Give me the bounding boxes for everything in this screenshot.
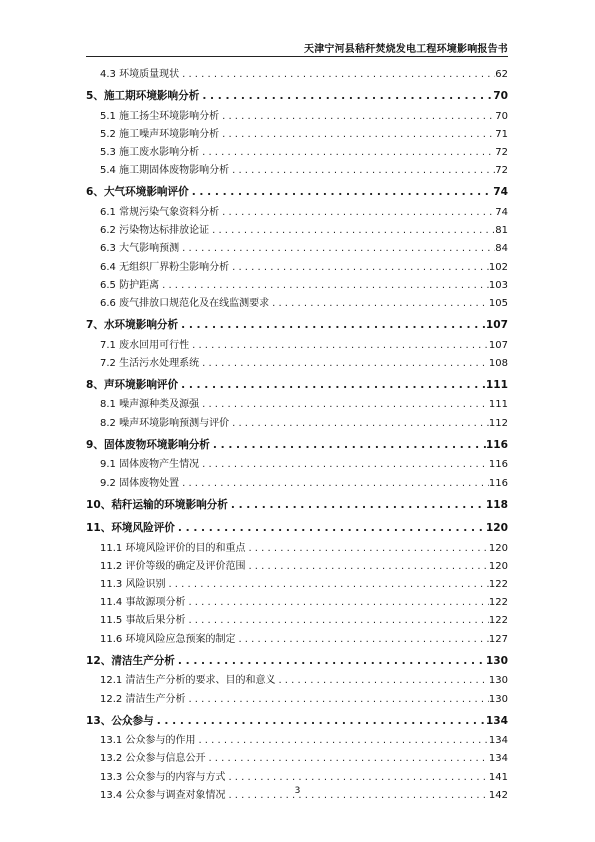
toc-entry-page: 111	[485, 378, 508, 391]
toc-entry-label: 6.5 防护距离	[100, 279, 160, 291]
toc-entry-page: 102	[488, 261, 508, 273]
dot-leader	[245, 540, 488, 558]
toc-section-entry[interactable]	[86, 337, 508, 355]
toc-entry-label: 8、声环境影响评价	[86, 378, 179, 391]
toc-entry-page: 111	[488, 399, 508, 411]
toc-entry-page: 122	[488, 579, 508, 591]
dot-leader	[275, 672, 488, 690]
dot-leader	[235, 631, 488, 649]
dot-leader	[179, 66, 495, 84]
toc-section-entry[interactable]	[86, 456, 508, 474]
toc-entry-label: 11.2 评价等级的确定及评价范围	[100, 560, 246, 572]
dot-leader	[185, 594, 488, 612]
toc-entry-page: 130	[488, 693, 508, 705]
toc-entry-label: 6.6 废气排放口规范化及在线监测要求	[100, 297, 270, 309]
toc-entry-label: 11.4 事故源项分析	[100, 597, 186, 609]
dot-leader	[175, 518, 486, 540]
toc-entry-label: 12.2 清洁生产分析	[100, 693, 186, 705]
toc-section-entry[interactable]	[86, 204, 508, 222]
toc-entry-page: 108	[488, 357, 508, 369]
dot-leader	[185, 612, 488, 630]
dot-leader	[185, 691, 488, 709]
toc-entry-page: 84	[495, 243, 508, 255]
toc-section-entry[interactable]	[86, 769, 508, 787]
toc-entry-label: 13.2 公众参与信息公开	[100, 753, 206, 765]
toc-entry-label: 7、水环境影响分析	[86, 319, 179, 332]
toc-entry-page: 134	[488, 753, 508, 765]
toc-section-entry[interactable]	[86, 240, 508, 258]
toc-entry-page: 107	[488, 339, 508, 351]
dot-leader	[269, 295, 489, 313]
toc-section-entry[interactable]	[86, 396, 508, 414]
dot-leader	[229, 259, 489, 277]
toc-section-entry[interactable]	[86, 66, 508, 84]
toc-entry-label: 5.1 施工扬尘环境影响分析	[100, 110, 220, 122]
toc-entry-label: 13.1 公众参与的作用	[100, 735, 196, 747]
toc-entry-page: 130	[488, 675, 508, 687]
dot-leader	[199, 396, 489, 414]
dot-leader	[199, 456, 489, 474]
toc-entry-page: 120	[488, 560, 508, 572]
dot-leader	[229, 415, 489, 433]
toc-entry-label: 11.3 风险识别	[100, 579, 166, 591]
toc-entry-label: 13.4 公众参与调查对象情况	[100, 789, 226, 801]
header-divider	[86, 56, 508, 57]
table-of-contents	[86, 66, 508, 805]
toc-chapter-entry[interactable]	[86, 182, 508, 204]
toc-entry-page: 118	[485, 498, 508, 511]
toc-section-entry[interactable]	[86, 259, 508, 277]
toc-entry-label: 10、秸秆运输的环境影响分析	[86, 498, 228, 511]
dot-leader	[210, 435, 486, 457]
toc-entry-label: 7.2 生活污水处理系统	[100, 357, 200, 369]
dot-leader	[165, 576, 488, 594]
toc-entry-page: 134	[488, 735, 508, 747]
toc-section-entry[interactable]	[86, 691, 508, 709]
dot-leader	[154, 711, 486, 733]
toc-entry-page: 120	[488, 542, 508, 554]
toc-section-entry[interactable]	[86, 295, 508, 313]
dot-leader	[178, 375, 486, 397]
toc-entry-page: 130	[485, 654, 508, 667]
toc-entry-page: 70	[493, 90, 508, 103]
toc-chapter-entry[interactable]	[86, 651, 508, 673]
toc-entry-label: 6.3 大气影响预测	[100, 243, 180, 255]
toc-section-entry[interactable]	[86, 475, 508, 493]
toc-entry-page: 127	[488, 633, 508, 645]
toc-entry-page: 116	[488, 459, 508, 471]
toc-section-entry[interactable]	[86, 355, 508, 373]
toc-entry-page: 72	[495, 165, 508, 177]
toc-entry-page: 120	[485, 522, 508, 535]
toc-entry-page: 141	[488, 771, 508, 783]
toc-entry-page: 81	[495, 225, 508, 237]
toc-chapter-entry[interactable]	[86, 315, 508, 337]
toc-entry-page: 142	[488, 789, 508, 801]
dot-leader	[189, 337, 489, 355]
toc-section-entry[interactable]	[86, 277, 508, 295]
dot-leader	[199, 144, 495, 162]
page-number: 3	[294, 786, 301, 796]
dot-leader	[205, 750, 488, 768]
toc-entry-page: 116	[488, 477, 508, 489]
toc-section-entry[interactable]	[86, 612, 508, 630]
toc-section-entry[interactable]	[86, 594, 508, 612]
toc-chapter-entry[interactable]	[86, 518, 508, 540]
toc-section-entry[interactable]	[86, 415, 508, 433]
toc-chapter-entry[interactable]	[86, 375, 508, 397]
toc-section-entry[interactable]	[86, 162, 508, 180]
dot-leader	[178, 315, 486, 337]
dot-leader	[179, 240, 495, 258]
toc-entry-label: 13、公众参与	[86, 714, 154, 727]
toc-section-entry[interactable]	[86, 222, 508, 240]
toc-entry-label: 7.1 废水回用可行性	[100, 339, 190, 351]
toc-entry-page: 122	[488, 615, 508, 627]
toc-section-entry[interactable]	[86, 672, 508, 690]
dot-leader	[199, 86, 493, 108]
toc-entry-page: 105	[488, 297, 508, 309]
toc-entry-label: 5.3 施工废水影响分析	[100, 147, 200, 159]
dot-leader	[209, 222, 495, 240]
toc-entry-label: 11、环境风险评价	[86, 522, 175, 535]
toc-entry-label: 5、施工期环境影响分析	[86, 90, 200, 103]
toc-entry-label: 13.3 公众参与的内容与方式	[100, 771, 226, 783]
toc-entry-label: 6、大气环境影响评价	[86, 186, 189, 199]
toc-entry-page: 74	[495, 206, 508, 218]
toc-section-entry[interactable]	[86, 576, 508, 594]
toc-section-entry[interactable]	[86, 732, 508, 750]
toc-entry-label: 9、固体废物环境影响分析	[86, 438, 210, 451]
toc-entry-label: 12、清洁生产分析	[86, 654, 175, 667]
toc-entry-page: 116	[485, 438, 508, 451]
dot-leader	[179, 475, 489, 493]
toc-entry-label: 6.2 污染物达标排放论证	[100, 225, 210, 237]
toc-section-entry[interactable]	[86, 750, 508, 768]
toc-entry-label: 6.1 常规污染气象资料分析	[100, 206, 220, 218]
toc-entry-label: 11.5 事故后果分析	[100, 615, 186, 627]
toc-entry-label: 5.2 施工噪声环境影响分析	[100, 128, 220, 140]
document-header-title: 天津宁河县秸秆焚烧发电工程环境影响报告书	[304, 44, 508, 55]
toc-entry-page: 70	[495, 110, 508, 122]
toc-chapter-entry[interactable]	[86, 86, 508, 108]
toc-chapter-entry[interactable]	[86, 711, 508, 733]
toc-entry-page: 112	[488, 417, 508, 429]
dot-leader	[175, 651, 486, 673]
toc-entry-page: 71	[495, 128, 508, 140]
toc-entry-label: 9.2 固体废物处置	[100, 477, 180, 489]
toc-section-entry[interactable]	[86, 558, 508, 576]
toc-entry-page: 107	[485, 319, 508, 332]
toc-entry-label: 8.1 噪声源种类及源强	[100, 399, 200, 411]
toc-entry-label: 9.1 固体废物产生情况	[100, 459, 200, 471]
toc-entry-page: 62	[495, 69, 508, 80]
toc-entry-label: 4.3 环境质量现状	[100, 69, 180, 80]
toc-chapter-entry[interactable]	[86, 435, 508, 457]
toc-entry-page: 122	[488, 597, 508, 609]
toc-section-entry[interactable]	[86, 108, 508, 126]
toc-chapter-entry[interactable]	[86, 495, 508, 517]
dot-leader	[245, 558, 488, 576]
toc-entry-label: 5.4 施工期固体废物影响分析	[100, 165, 230, 177]
dot-leader	[219, 108, 495, 126]
toc-entry-label: 8.2 噪声环境影响预测与评价	[100, 417, 230, 429]
dot-leader	[159, 277, 489, 295]
dot-leader	[189, 182, 494, 204]
toc-entry-page: 134	[485, 714, 508, 727]
dot-leader	[199, 355, 489, 373]
toc-entry-label: 6.4 无组织厂界粉尘影响分析	[100, 261, 230, 273]
dot-leader	[219, 126, 495, 144]
dot-leader	[219, 204, 495, 222]
toc-entry-page: 74	[493, 186, 508, 199]
dot-leader	[225, 769, 488, 787]
toc-section-entry[interactable]	[86, 540, 508, 558]
dot-leader	[228, 495, 486, 517]
toc-entry-label: 11.1 环境风险评价的目的和重点	[100, 542, 246, 554]
toc-entry-label: 11.6 环境风险应急预案的制定	[100, 633, 236, 645]
toc-section-entry[interactable]	[86, 126, 508, 144]
toc-section-entry[interactable]	[86, 144, 508, 162]
toc-section-entry[interactable]	[86, 631, 508, 649]
dot-leader	[195, 732, 488, 750]
toc-entry-page: 72	[495, 147, 508, 159]
dot-leader	[229, 162, 495, 180]
toc-entry-page: 103	[488, 279, 508, 291]
toc-entry-label: 12.1 清洁生产分析的要求、目的和意义	[100, 675, 276, 687]
